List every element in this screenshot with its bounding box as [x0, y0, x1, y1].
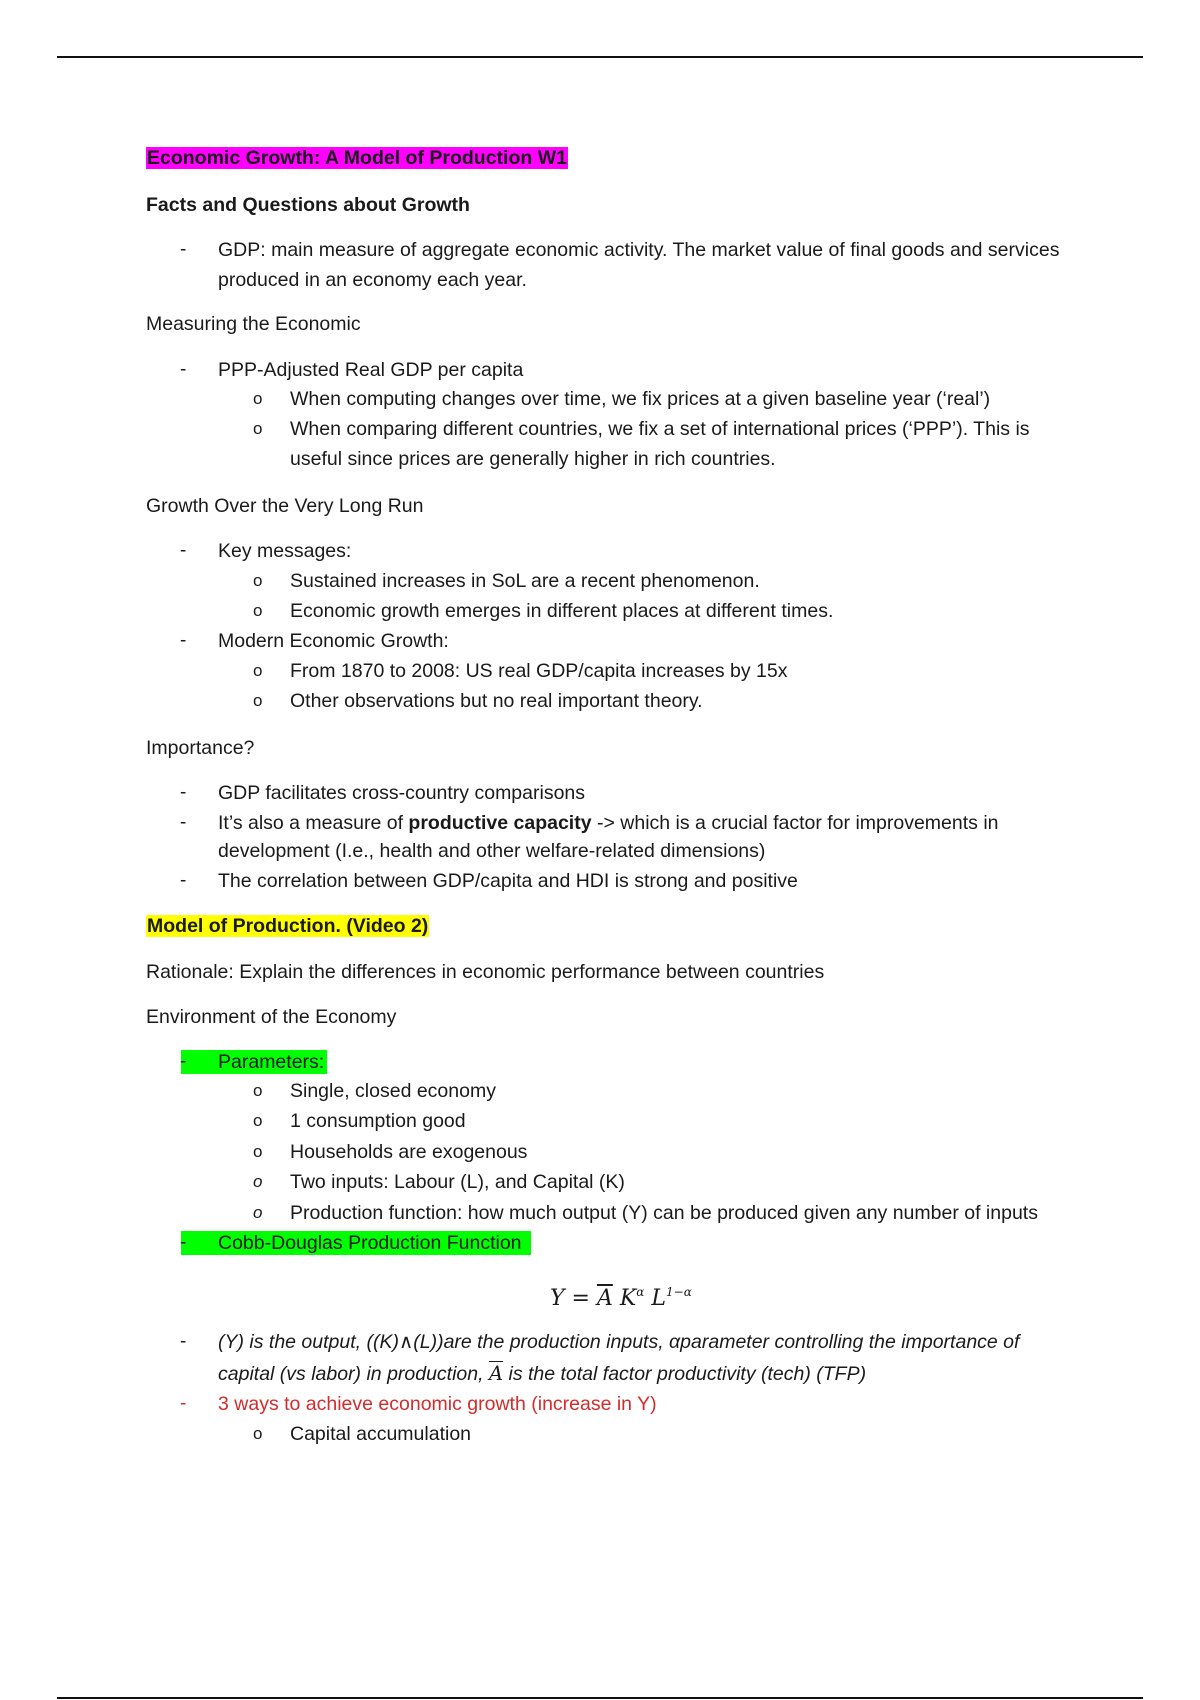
- key-message-places: Economic growth emerges in different places at different times.: [290, 600, 834, 622]
- key-message-sol: Sustained increases in SoL are a recent phenomenon.: [290, 570, 760, 592]
- bullet-circle: o: [253, 661, 263, 680]
- bullet-circle: o: [253, 1203, 263, 1222]
- section-heading-measuring: Measuring the Economic: [146, 313, 361, 335]
- importance-comparisons: GDP facilitates cross-country comparisons: [218, 782, 586, 804]
- bullet-dash: -: [180, 1232, 187, 1253]
- bullet-dash: -: [180, 1393, 187, 1414]
- growth-ways: 3 ways to achieve economic growth (increase in Y): [218, 1393, 657, 1415]
- footer-rule: [57, 1697, 1143, 1699]
- modern-growth-us: From 1870 to 2008: US real GDP/capita increases by 15x: [290, 660, 788, 682]
- bullet-circle: o: [253, 1172, 263, 1191]
- gdp-definition-line2: produced in an economy each year.: [218, 269, 527, 291]
- bullet-dash: -: [180, 1051, 187, 1072]
- key-messages: Key messages:: [218, 540, 352, 562]
- bullet-circle: o: [253, 1142, 263, 1161]
- importance-hdi: The correlation between GDP/capita and HDI is strong and positive: [218, 870, 798, 892]
- param-consumption-good: 1 consumption good: [290, 1110, 466, 1132]
- section-heading-environment: Environment of the Economy: [146, 1006, 397, 1028]
- bullet-dash: -: [180, 359, 187, 380]
- bullet-dash: -: [180, 1331, 187, 1352]
- ppp-subitem-ppp-line1: When comparing different countries, we fix a set of international prices (‘PPP’). This is: [290, 418, 1030, 440]
- modern-growth-other: Other observations but no real important theory.: [290, 690, 703, 712]
- section-heading-model: Model of Production. (Video 2): [147, 915, 429, 937]
- bullet-circle: o: [253, 389, 263, 408]
- formula-description-line1: (Y) is the output, ((K)∧(L))are the production inputs, αparameter controlling the importance of: [218, 1331, 1020, 1353]
- ppp-subitem-real: When computing changes over time, we fix prices at a given baseline year (‘real’): [290, 388, 991, 410]
- bullet-circle: o: [253, 571, 263, 590]
- bullet-dash: -: [180, 870, 187, 891]
- bullet-circle: o: [253, 601, 263, 620]
- modern-growth: Modern Economic Growth:: [218, 630, 449, 652]
- bullet-circle: o: [253, 419, 263, 438]
- param-two-inputs: Two inputs: Labour (L), and Capital (K): [290, 1171, 625, 1193]
- importance-capacity-line2: development (I.e., health and other welfare-related dimensions): [218, 840, 766, 862]
- gdp-definition-line1: GDP: main measure of aggregate economic activity. The market value of final goods and services: [218, 239, 1060, 261]
- param-production-function: Production function: how much output (Y) can be produced given any number of inputs: [290, 1202, 1038, 1224]
- bullet-circle: o: [253, 1081, 263, 1100]
- rationale: Rationale: Explain the differences in economic performance between countries: [146, 961, 825, 983]
- section-heading-facts: Facts and Questions about Growth: [146, 194, 470, 216]
- bullet-dash: -: [180, 540, 187, 561]
- bullet-dash: -: [180, 812, 187, 833]
- importance-capacity-line1: It’s also a measure of productive capacity -> which is a crucial factor for improvements in: [218, 812, 999, 834]
- bullet-dash: -: [180, 630, 187, 651]
- bullet-dash: -: [180, 782, 187, 803]
- cobb-douglas-heading: Cobb-Douglas Production Function: [218, 1232, 522, 1254]
- bullet-circle: o: [253, 1424, 263, 1443]
- bullet-circle: o: [253, 1111, 263, 1130]
- section-heading-longrun: Growth Over the Very Long Run: [146, 495, 424, 517]
- bullet-circle: o: [253, 691, 263, 710]
- ppp-subitem-ppp-line2: useful since prices are generally higher in rich countries.: [290, 448, 776, 470]
- formula-description-line2: capital (vs labor) in production, $\overline{A}$ is the total factor productivity (tech) (TFP): [218, 1362, 867, 1385]
- growth-way-capital: Capital accumulation: [290, 1423, 472, 1445]
- doc-title: Economic Growth: A Model of Production W1: [147, 147, 567, 169]
- param-closed-economy: Single, closed economy: [290, 1080, 496, 1102]
- ppp-item: PPP-Adjusted Real GDP per capita: [218, 359, 524, 381]
- section-heading-importance: Importance?: [146, 737, 255, 759]
- parameters-heading: Parameters:: [218, 1051, 325, 1073]
- bullet-dash: -: [180, 239, 187, 260]
- cobb-douglas-formula: $Y = \overline{A}$ $K^\alpha$ $L^{1-\alpha}$: [550, 1285, 692, 1311]
- param-households: Households are exogenous: [290, 1141, 528, 1163]
